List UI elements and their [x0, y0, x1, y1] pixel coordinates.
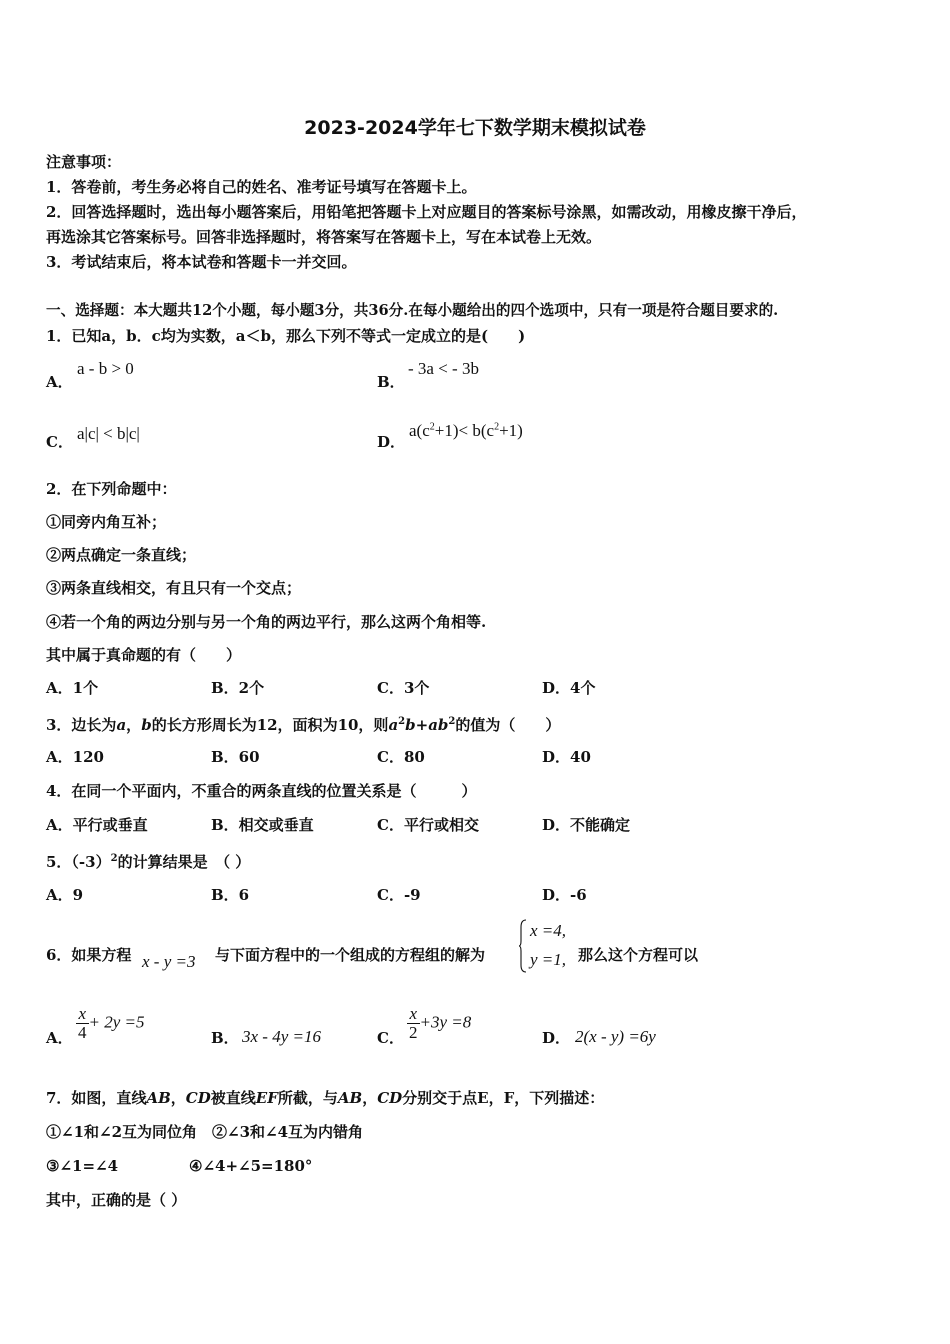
q7-line-cd: CD	[185, 1089, 211, 1107]
q6-label-d: D．	[542, 1029, 571, 1047]
q3-stem-post: 的值为（ ）	[455, 716, 561, 734]
q6-a-denominator: 4	[78, 1023, 87, 1042]
q2-option-d: D．4个	[542, 679, 596, 697]
q1-d-exp2: 2	[494, 421, 500, 433]
q1-label-a: A．	[46, 373, 73, 391]
notice-item-2-cont: 再选涂其它答案标号。回答非选择题时，将答案写在答题卡上，写在本试卷上无效。	[46, 228, 602, 246]
q6-system-line-1: x =4,	[530, 921, 567, 940]
q1-stem: 1．已知a，b．c均为实数，a＜b，那么下列不等式一定成立的是( )	[46, 327, 526, 345]
q6-label-c: C．	[377, 1029, 404, 1047]
q1-label-c: C．	[46, 433, 73, 451]
q2-option-a: A．1个	[46, 679, 99, 697]
q3-stem-mid: 的长方形周长为12，面积为10，则	[151, 716, 389, 734]
q5-option-c: C．-9	[377, 886, 421, 904]
q3-expr-1: a	[388, 716, 399, 734]
q7-statements-1: ①∠1和∠2互为同位角 ②∠3和∠4互为内错角	[46, 1123, 364, 1141]
notice-item-2: 2．回答选择题时，选出每小题答案后，用铅笔把答题卡上对应题目的答案标号涂黑，如需改动，用橡皮擦干净后，	[46, 203, 807, 221]
q7-stem-post: 分别交于点E，F，下列描述：	[402, 1089, 605, 1107]
q4-option-b: B．相交或垂直	[211, 816, 314, 834]
q5-option-d: D．-6	[542, 886, 587, 904]
q4-option-d: D．不能确定	[542, 816, 631, 834]
q3-stem-pre: 3．边长为	[46, 716, 117, 734]
q2-item-4: ④若一个角的两边分别与另一个角的两边平行，那么这两个角相等.	[46, 613, 487, 631]
notice-heading: 注意事项：	[46, 153, 122, 171]
q7-mid-1: 被直线	[210, 1089, 256, 1107]
q1-option-c: a|c| < b|c|	[77, 424, 140, 443]
q3-exp-2: 2	[448, 716, 456, 727]
q3-var-a: a	[116, 716, 127, 734]
q7-statement-3: ③∠1=∠4	[46, 1157, 119, 1175]
q2-stem: 2．在下列命题中：	[46, 480, 177, 498]
q7-statement-4: ④∠4+∠5=180°	[189, 1157, 313, 1175]
q6-c-fraction	[407, 1005, 420, 1042]
q2-item-1: ①同旁内角互补；	[46, 513, 167, 531]
q1-d-pre: a(c	[409, 421, 430, 440]
q6-stem-mid: 与下面方程中的一个组成的方程组的解为	[215, 946, 486, 964]
q3-stem	[46, 712, 560, 735]
q5-option-a: A．9	[46, 886, 84, 904]
q5-exp: 2	[110, 853, 118, 864]
q2-item-2: ②两点确定一条直线；	[46, 546, 197, 564]
q5-stem	[46, 849, 250, 872]
q1-label-b: B．	[377, 373, 405, 391]
q4-option-a: A．平行或垂直	[46, 816, 148, 834]
q6-option-b: 3x - 4y =16	[242, 1027, 321, 1046]
q4-stem: 4．在同一个平面内，不重合的两条直线的位置关系是（ ）	[46, 782, 477, 800]
q6-a-numerator: x	[76, 1005, 89, 1024]
q7-line-ab-2: AB	[337, 1089, 363, 1107]
q6-option-c	[407, 1005, 471, 1042]
q5-stem-pre: 5．（-3）	[46, 853, 111, 871]
q2-option-c: C．3个	[377, 679, 430, 697]
q2-item-3: ③两条直线相交，有且只有一个交点；	[46, 579, 302, 597]
q7-sep-2: ，	[362, 1089, 378, 1107]
q7-mid-2: 所截，与	[277, 1089, 338, 1107]
q7-line-cd-2: CD	[377, 1089, 403, 1107]
q2-question: 其中属于真命题的有（ ）	[46, 646, 242, 664]
page-title: 2023-2024学年七下数学期末模拟试卷	[304, 117, 646, 139]
q6-c-rest: +3y =8	[419, 1012, 472, 1032]
q6-system-line-2: y =1,	[530, 950, 567, 969]
q6-option-a	[76, 1005, 145, 1042]
notice-item-3: 3．考试结束后，将本试卷和答题卡一并交回。	[46, 253, 357, 271]
q1-d-exp1: 2	[429, 421, 435, 433]
q5-stem-post: 的计算结果是 （ ）	[117, 853, 251, 871]
q7-stem	[46, 1088, 604, 1108]
q3-option-d: D．40	[542, 748, 591, 766]
q6-system-brace	[518, 919, 528, 973]
q6-c-denominator: 2	[409, 1023, 418, 1042]
notice-item-1: 1．答卷前，考生务必将自己的姓名、准考证号填写在答题卡上。	[46, 178, 477, 196]
q3-expr-2: b+ab	[405, 716, 449, 734]
q6-a-fraction	[76, 1005, 89, 1042]
q2-option-b: B．2个	[211, 679, 265, 697]
q5-option-b: B．6	[211, 886, 250, 904]
q6-stem-pre: 6．如果方程	[46, 946, 132, 964]
q3-option-a: A．120	[46, 748, 104, 766]
q1-option-a: a - b > 0	[77, 359, 134, 378]
q4-option-c: C．平行或相交	[377, 816, 479, 834]
q7-stem-pre: 7．如图，直线	[46, 1089, 147, 1107]
q6-a-rest: + 2y =5	[88, 1012, 145, 1032]
q7-line-ef: EF	[255, 1089, 278, 1107]
q1-d-post: +1)	[499, 421, 523, 440]
q6-label-b: B．	[211, 1029, 239, 1047]
q6-label-a: A．	[46, 1029, 73, 1047]
q7-line-ab: AB	[146, 1089, 171, 1107]
q6-equation: x - y =3	[142, 952, 196, 971]
q1-option-d	[409, 421, 523, 441]
q6-stem-post: 那么这个方程可以	[578, 946, 699, 964]
q3-option-b: B．60	[211, 748, 260, 766]
section-heading: 一、选择题：本大题共12个小题，每小题3分，共36分.在每小题给出的四个选项中，只有一项是符合题目要求的.	[46, 302, 779, 319]
q7-question: 其中，正确的是（ ）	[46, 1191, 187, 1209]
q3-sep: ，	[126, 716, 142, 734]
q1-d-mid: +1)< b(c	[434, 421, 495, 440]
q6-c-numerator: x	[407, 1005, 420, 1024]
q7-sep-1: ，	[170, 1089, 186, 1107]
q3-exp-1: 2	[398, 716, 406, 727]
q1-label-d: D．	[377, 433, 406, 451]
q3-var-b: b	[141, 716, 152, 734]
q6-option-d: 2(x - y) =6y	[575, 1027, 656, 1046]
q3-option-c: C．80	[377, 748, 425, 766]
q1-option-b: - 3a < - 3b	[408, 359, 479, 378]
